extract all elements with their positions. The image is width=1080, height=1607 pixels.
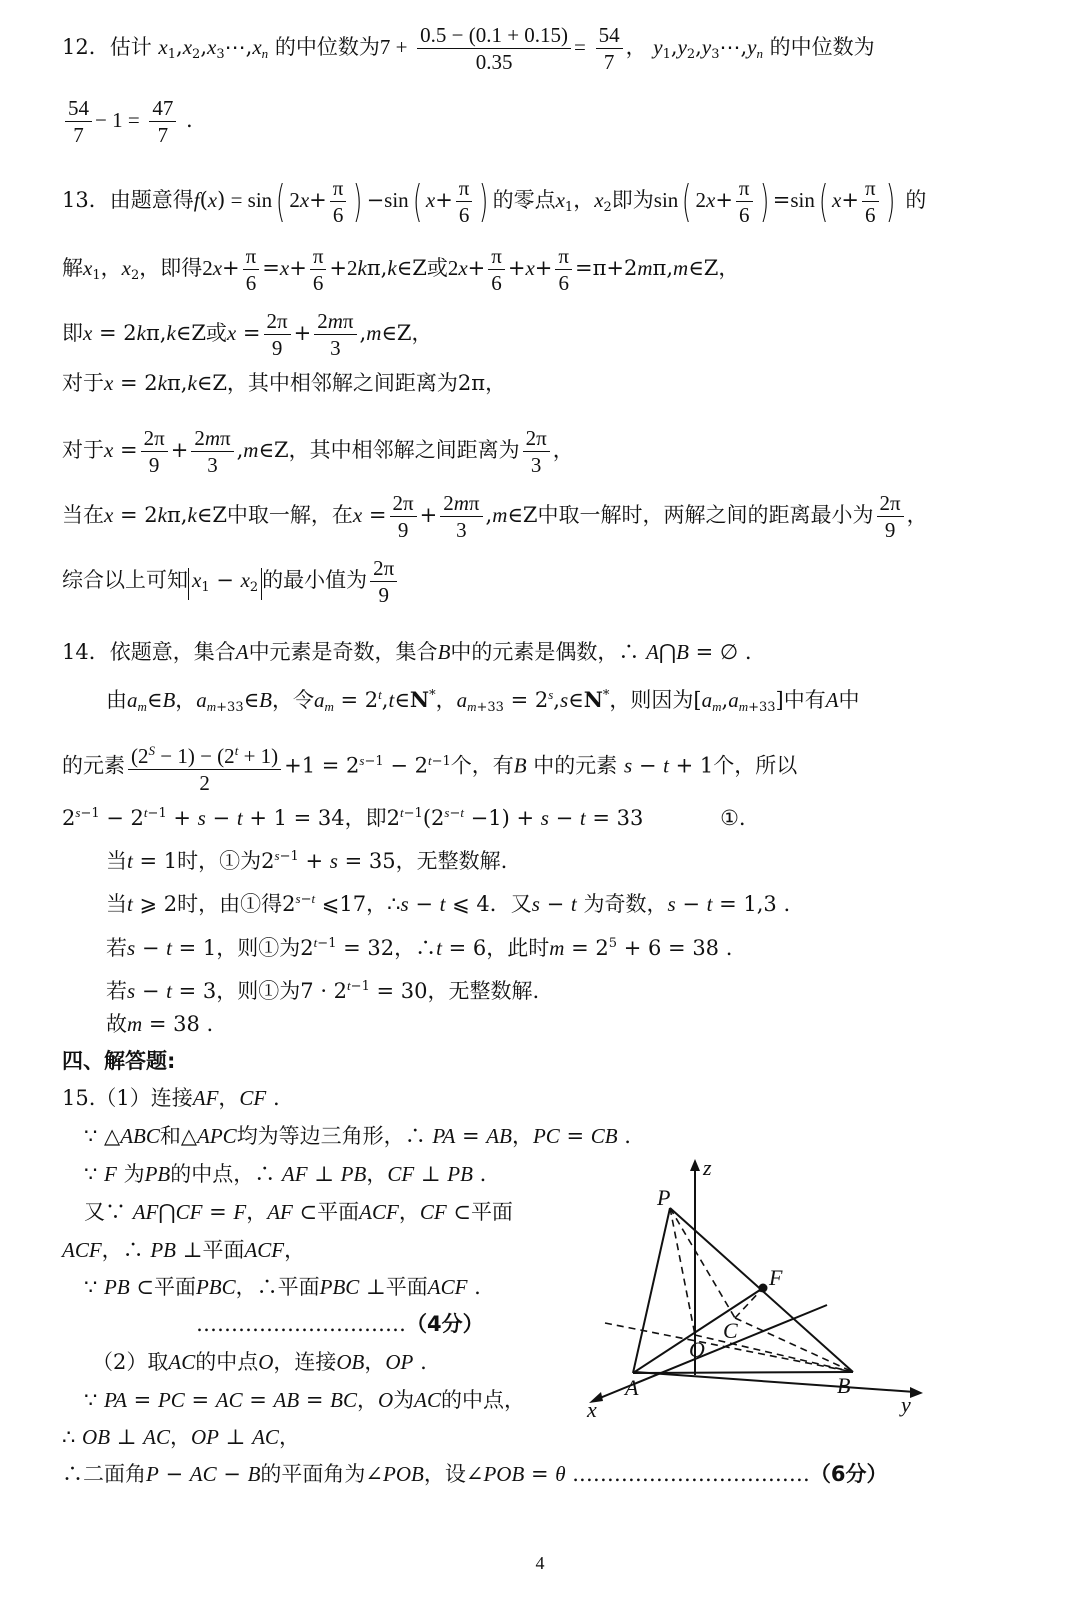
edge-PA (633, 1208, 670, 1373)
label-y: y (901, 1392, 911, 1417)
section-heading: 四、解答题: (62, 1049, 176, 1073)
label-C: C (723, 1318, 738, 1343)
label-z: z (703, 1155, 712, 1180)
label-O: O (689, 1337, 705, 1362)
q13-line2: 解$x_1$，$x_2$，即得2x+ $\frac{\pi}{6}$ =x+ $\frac{\pi}{6}$ +2kπ,k∈Z或2x+ $\frac{\pi}{6}$ +x+ $\frac{\pi}{6}$ =π+2mπ,m∈Z， (62, 244, 740, 295)
q15-line5: ACF，∴ PB ⊥平面ACF， (62, 1238, 306, 1262)
q15-line1: 15.（1）连接AF，CF . (62, 1086, 280, 1110)
q14-line6: 当t ⩾ 2时，由①得$2^{s-t}$ ⩽17，∴s − t ⩽ 4．又s − t 为奇数，s − t = 1,3 . (106, 891, 791, 916)
q13-line6: 当在x = 2kπ,k∈Z中取一解，在x = $\frac{2\pi}{9}$ + $\frac{2m\pi}{3}$ ,m∈Z中取一解时，两解之间的距离最小为 $\frac{2\pi}{9}$ ， (62, 491, 928, 542)
q13-line5: 对于x = $\frac{2\pi}{9}$ + $\frac{2m\pi}{3}$ ,m∈Z，其中相邻解之间距离为 $\frac{2\pi}{3}$ ， (62, 426, 574, 477)
label-x: x (587, 1397, 597, 1420)
q14-line2: 由$a_m\in B$，$a_{m+33}\in B$，令$a_m$ = $2^t,t\in N^*$，$a_{m+33}$ = $2^s,s\in N^*$，则因为$[a_m,a_{m+33}]$中有A中 (106, 687, 860, 715)
q15-score-1: …………………………（4分） (196, 1312, 484, 1336)
y-axis-arrow (910, 1387, 923, 1398)
q12-line1: 12．估计 $x_1,x_2,x_3\cdots,x_n$ 的中位数为7 + $\frac{0.5 - (0.1 + 0.15)}{0.35}$ = $\frac{54}{7}$ ， $y_1,y_2,y_3\cdots,y_n$ 的中位数为 (62, 23, 875, 74)
edge-CB (735, 1318, 853, 1372)
q14-line1: 14．依题意，集合A中元素是奇数，集合B中的元素是偶数，∴ A⋂B = ∅ . (62, 640, 752, 664)
q13-line1: 13．由题意得f(x) = sin( 2x+ $\frac{\pi}{6}$ ) −sin( x+ $\frac{\pi}{6}$ ) 的零点$x_1$，$x_2$即为sin( 2x+ $\frac{\pi}{6}$ ) =sin( x+ $\frac{\pi}{6}$ ) 的 (62, 175, 927, 227)
tetrahedron-figure (585, 1155, 935, 1420)
edge-OB (695, 1335, 853, 1372)
q15-line9: ∴ OB ⊥ AC，OP ⊥ AC， (62, 1425, 300, 1449)
q13-line7: 综合以上可知 $x_1 - x_2$ 的最小值为 $\frac{2\pi}{9}$ (62, 555, 400, 608)
q15-line8: ∵ PA = PC = AC = AB = BC，O为AC的中点， (84, 1388, 526, 1412)
q14-line9: 故m = 38 . (106, 1012, 214, 1036)
page-number: 4 (535, 1553, 545, 1573)
q12-line2: $\frac{54}{7}$ − 1 = $\frac{47}{7}$ . (62, 95, 193, 148)
q15-line6: ∵ PB ⊂平面PBC，∴平面PBC ⊥平面ACF . (84, 1275, 481, 1299)
edge-AB (633, 1372, 853, 1373)
label-B: B (837, 1373, 851, 1398)
z-axis-arrow (690, 1159, 700, 1171)
q14-line7: 若s − t = 1，则①为$2^{t-1} = 32$，∴t = 6，此时$m = 2^5 + 6 = 38$ . (106, 935, 733, 960)
q13-line3: 即x = 2kπ,k∈Z或x = $\frac{2\pi}{9}$ + $\frac{2m\pi}{3}$ ,m∈Z， (62, 309, 433, 360)
edge-PC (670, 1208, 735, 1318)
q12-label: 12．估计 (62, 35, 152, 59)
q14-line3: 的元素 $\frac{(2^S - 1) - (2^t + 1)}{2}$ $+1 = 2^{s-1} - 2^{t-1}$个，有B 中的元素 s − t + 1个，所以 (62, 738, 797, 796)
q14-line4: $2^{s-1} - 2^{t-1} + s - t + 1 = 34$，即$2^{t-1}(2^{s-t} -1) + s - t = 33$ ①. (62, 805, 746, 830)
point-F (759, 1284, 768, 1293)
q15-line3: ∵ F 为PB的中点，∴ AF ⊥ PB，CF ⊥ PB . (84, 1162, 487, 1186)
q15-line2: ∵ △ABC和△APC均为等边三角形，∴ PA = AB，PC = CB . (84, 1124, 631, 1148)
label-P: P (657, 1185, 671, 1210)
q13-line4: 对于x = 2kπ,k∈Z，其中相邻解之间距离为2π， (62, 371, 507, 395)
q15-line4: 又∵ AF⋂CF = F，AF ⊂平面ACF，CF ⊂平面 (84, 1200, 513, 1224)
q14-line5: 当t = 1时，①为$2^{s-1} + s = 35$，无整数解. (106, 848, 508, 873)
q14-line8: 若s − t = 3，则①为$7 \cdot 2^{t-1} = 30$，无整数解. (106, 978, 540, 1003)
y-axis (635, 1372, 915, 1392)
label-F: F (769, 1265, 783, 1290)
q12-fraction-2: $\frac{54}{7}$ (596, 22, 623, 75)
label-A: A (625, 1375, 639, 1400)
q12-fraction-1: $\frac{0.5 - (0.1 + 0.15)}{0.35}$ (417, 22, 571, 75)
q15-line7: （2）取AC的中点O，连接OB，OP . (92, 1350, 427, 1374)
q15-line10: ∴二面角P − AC − B的平面角为∠POB，设∠POB = θ .……………………………（6分） (62, 1462, 888, 1486)
